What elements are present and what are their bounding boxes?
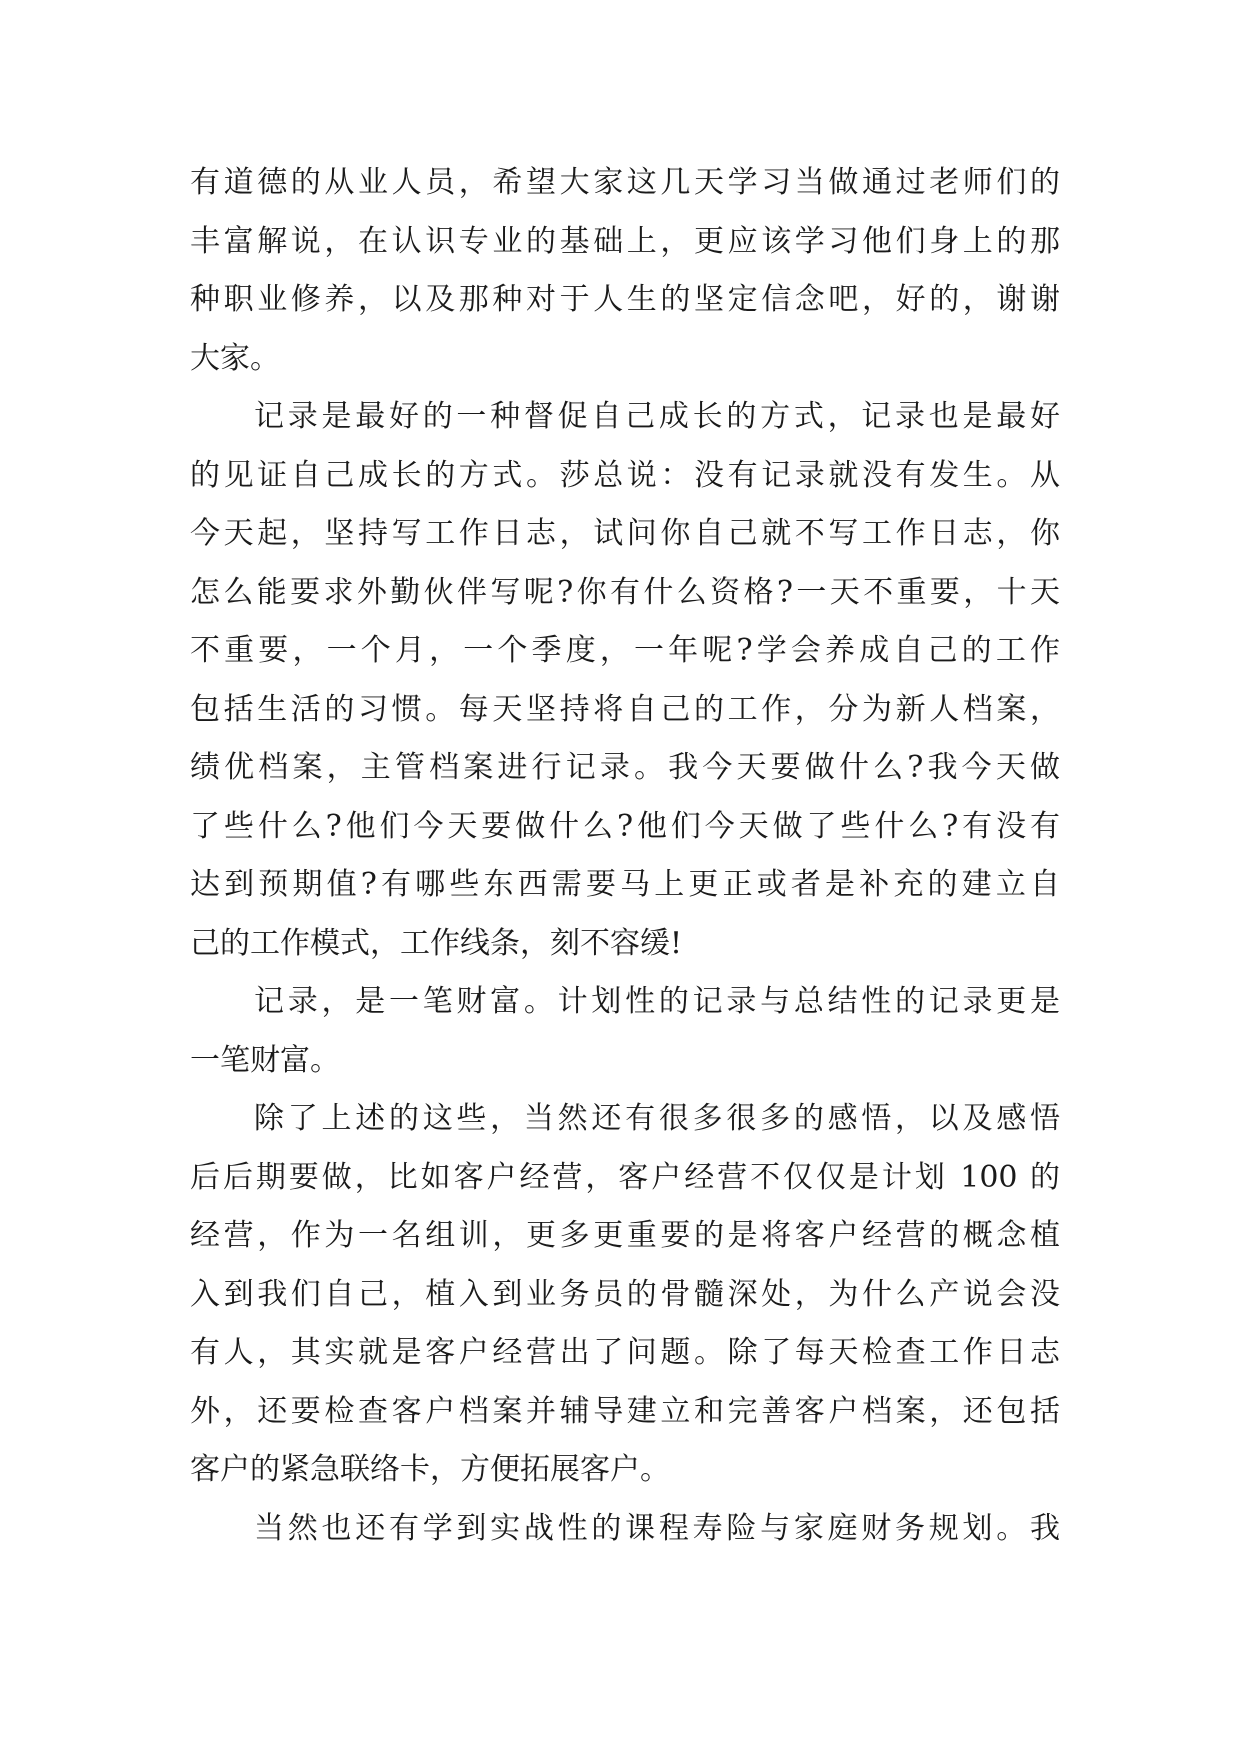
paragraph-first-line: 记录是最好的一种督促自己成长的方式，记录也是最好 [254,399,1060,434]
text-line: 种职业修养，以及那种对于人生的坚定信念吧，好的，谢谢 [190,282,1060,317]
text-line: 一笔财富。 [190,1042,340,1078]
text-line: 后后期要做，比如客户经营，客户经营不仅仅是计划 100 的 [190,1159,1060,1195]
text-line: 己的工作模式，工作线条，刻不容缓! [190,925,683,961]
text-line: 有人，其实就是客户经营出了问题。除了每天检查工作日志 [190,1335,1060,1370]
text-line: 绩优档案，主管档案进行记录。我今天要做什么?我今天做 [190,750,1060,785]
text-line: 经营，作为一名组训，更多更重要的是将客户经营的概念植 [190,1218,1060,1253]
paragraph-first-line: 当然也还有学到实战性的课程寿险与家庭财务规划。我 [254,1510,1060,1546]
text-line: 丰富解说，在认识专业的基础上，更应该学习他们身上的那 [190,223,1060,259]
text-line: 包括生活的习惯。每天坚持将自己的工作，分为新人档案， [190,691,1060,727]
text-line: 有道德的从业人员，希望大家这几天学习当做通过老师们的 [190,165,1060,200]
text-line: 大家。 [190,340,280,376]
text-line: 外，还要检查客户档案并辅导建立和完善客户档案，还包括 [190,1393,1060,1429]
text-line: 客户的紧急联络卡，方便拓展客户。 [190,1452,670,1487]
text-line: 怎么能要求外勤伙伴写呢?你有什么资格?一天不重要，十天 [190,574,1060,610]
text-line: 的见证自己成长的方式。莎总说：没有记录就没有发生。从 [190,457,1060,493]
paragraph-first-line: 记录，是一笔财富。计划性的记录与总结性的记录更是 [254,984,1060,1019]
text-line: 了些什么?他们今天要做什么?他们今天做了些什么?有没有 [190,808,1060,844]
paragraph-first-line: 除了上述的这些，当然还有很多很多的感悟，以及感悟 [254,1101,1060,1136]
text-line: 不重要，一个月，一个季度，一年呢?学会养成自己的工作 [190,633,1060,668]
text-line: 今天起，坚持写工作日志，试问你自己就不写工作日志，你 [190,516,1060,551]
document-body [190,154,1060,1558]
text-line: 入到我们自己，植入到业务员的骨髓深处，为什么产说会没 [190,1276,1060,1312]
text-line: 达到预期值?有哪些东西需要马上更正或者是补充的建立自 [190,867,1060,902]
